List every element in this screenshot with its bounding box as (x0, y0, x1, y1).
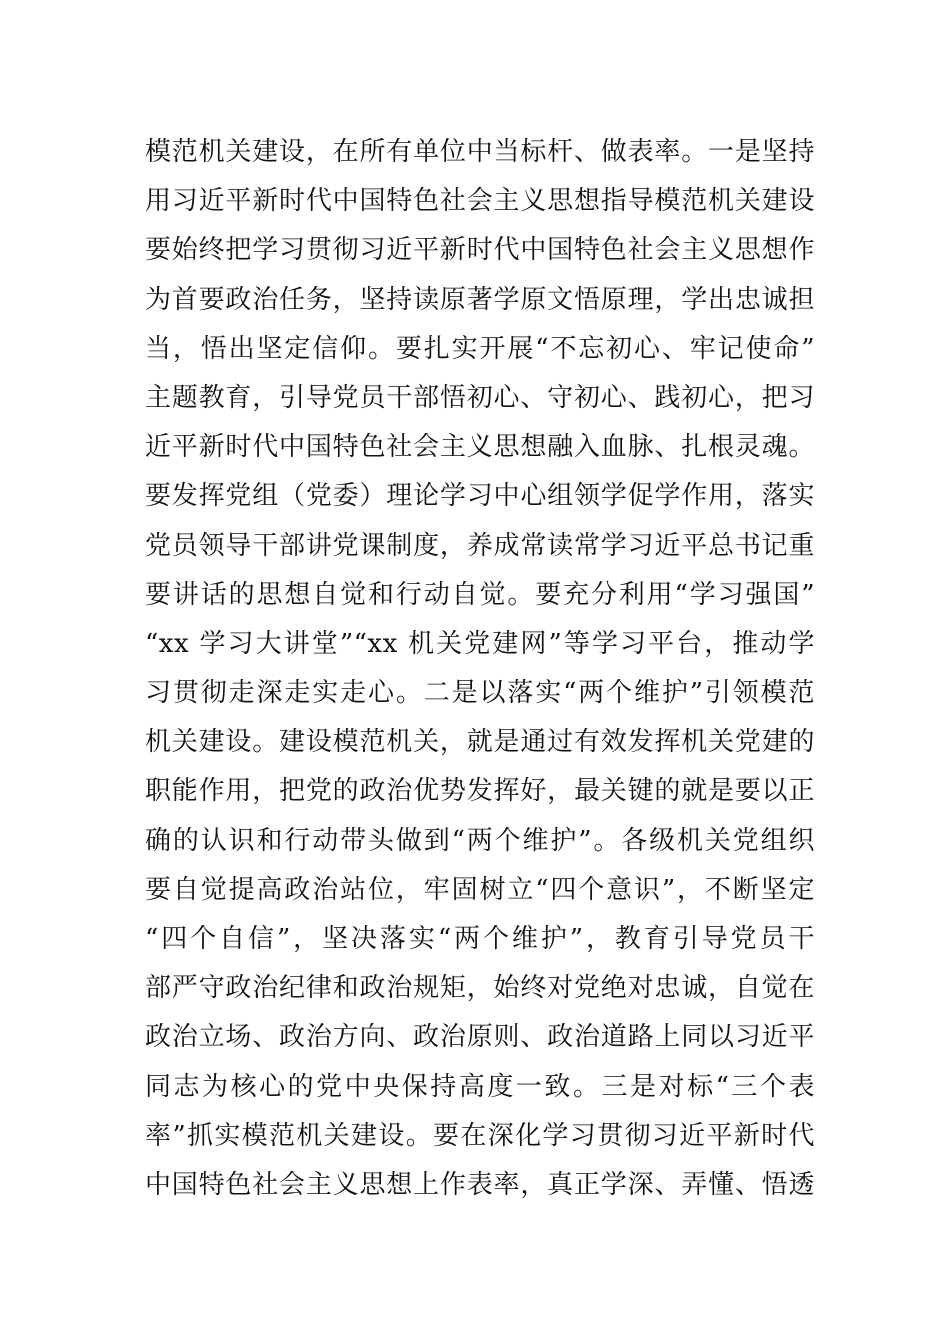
text-line: 确的认识和行动带头做到“两个维护”。各级机关党组织 (145, 825, 815, 856)
text-line: 政治立场、政治方向、政治原则、政治道路上同以习近平 (145, 1022, 815, 1053)
text-line: “xx 学习大讲堂”“xx 机关党建网”等学习平台，推动学 (145, 628, 815, 659)
text-line: 中国特色社会主义思想上作表率，真正学深、弄懂、悟透 (145, 1169, 815, 1200)
text-line: 要讲话的思想自觉和行动自觉。要充分利用“学习强国” (145, 579, 815, 610)
text-line: 要自觉提高政治站位，牢固树立“四个意识”，不断坚定 (145, 874, 815, 905)
text-line: 党员领导干部讲党课制度，养成常读常学习近平总书记重 (145, 530, 815, 561)
text-line: 要发挥党组（党委）理论学习中心组领学促学作用，落实 (145, 481, 815, 512)
text-line: 职能作用，把党的政治优势发挥好，最关键的就是要以正 (145, 776, 815, 807)
text-line: 当，悟出坚定信仰。要扎实开展“不忘初心、牢记使命” (145, 333, 815, 364)
text-line: 主题教育，引导党员干部悟初心、守初心、践初心，把习 (145, 382, 815, 413)
text-line: 模范机关建设，在所有单位中当标杆、做表率。一是坚持 (145, 137, 815, 167)
text-line: 机关建设。建设模范机关，就是通过有效发挥机关党建的 (145, 727, 815, 758)
text-line: 为首要政治任务，坚持读原著学原文悟原理，学出忠诚担 (145, 284, 815, 315)
text-line: “四个自信”，坚决落实“两个维护”，教育引导党员干 (145, 924, 815, 954)
text-line: 同志为核心的党中央保持高度一致。三是对标“三个表 (145, 1071, 815, 1102)
text-line: 率”抓实模范机关建设。要在深化学习贯彻习近平新时代 (145, 1120, 815, 1151)
text-line: 习贯彻走深走实走心。二是以落实“两个维护”引领模范 (145, 678, 815, 709)
text-line: 用习近平新时代中国特色社会主义思想指导模范机关建设 (145, 186, 815, 217)
text-line: 部严守政治纪律和政治规矩，始终对党绝对忠诚，自觉在 (145, 973, 815, 1004)
body-text (145, 128, 815, 1210)
text-line: 近平新时代中国特色社会主义思想融入血脉、扎根灵魂。 (145, 432, 815, 463)
text-line: 要始终把学习贯彻习近平新时代中国特色社会主义思想作 (145, 235, 815, 266)
